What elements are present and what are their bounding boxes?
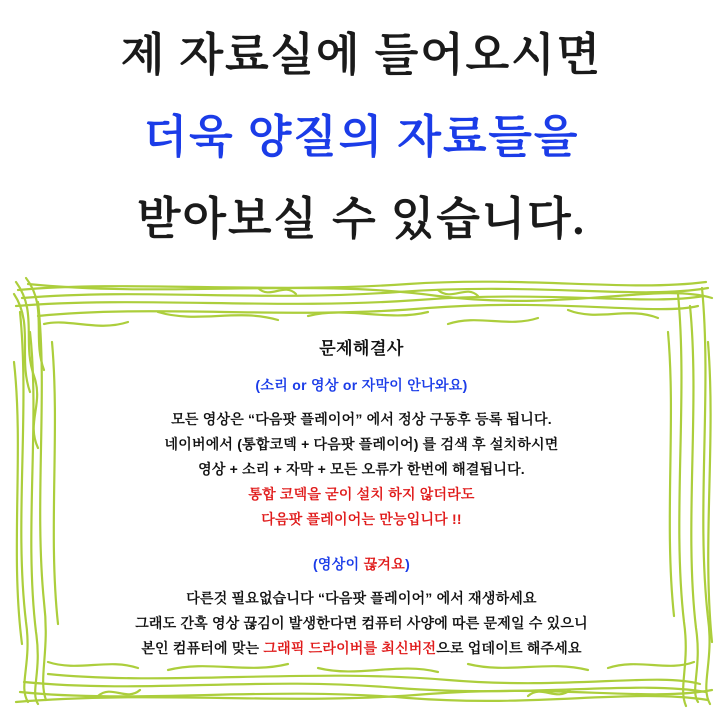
- headline-line-1: 제 자료실에 들어오시면: [120, 30, 603, 80]
- section1-warn-2: 다음팟 플레이어는 만능입니다 !!: [261, 511, 462, 527]
- section2-last-part2: 으로 업데이트 해주세요: [436, 640, 582, 656]
- section2-line-2: 그래도 간혹 영상 끊김이 발생한다면 컴퓨터 사양에 따른 문제일 수 있으니: [135, 615, 588, 631]
- section1-heading: (소리 or 영상 or 자막이 안나와요): [255, 377, 468, 393]
- section1-line-3: 영상 + 소리 + 자막 + 모든 오류가 한번에 해결됩니다.: [198, 461, 525, 477]
- section2-heading-prefix: (영상이: [312, 556, 364, 572]
- section1-line-2: 네이버에서 (통합코덱 + 다음팟 플레이어) 를 검색 후 설치하시면: [164, 436, 559, 452]
- section2-line-1: 다른것 필요없습니다 “다음팟 플레이어” 에서 재생하세요: [186, 590, 537, 606]
- section1-warn-1: 통합 코덱을 굳이 설치 하지 않더라도: [248, 486, 475, 502]
- headline-line-2: 더욱 양질의 자료들을: [143, 112, 580, 162]
- section2-last-highlight: 그래픽 드라이버를 최신버전: [263, 640, 437, 656]
- section2-last-line: [48, 636, 675, 661]
- section2-heading-suffix: ): [405, 556, 411, 572]
- info-panel: [48, 334, 675, 661]
- panel-title: 문제해결사: [319, 339, 404, 358]
- headline-block: [0, 14, 723, 260]
- section2-last-part1: 본인 컴퓨터에 맞는: [141, 640, 264, 656]
- headline-line-3: 받아보실 수 있습니다.: [137, 194, 586, 244]
- section2-heading-highlight: 끊겨요: [363, 556, 406, 572]
- section-spacer: [48, 532, 675, 554]
- section2-heading: [48, 554, 675, 574]
- sketch-frame: [8, 272, 715, 710]
- section1-line-1: 모든 영상은 “다음팟 플레이어” 에서 정상 구동후 등록 됩니다.: [171, 411, 552, 427]
